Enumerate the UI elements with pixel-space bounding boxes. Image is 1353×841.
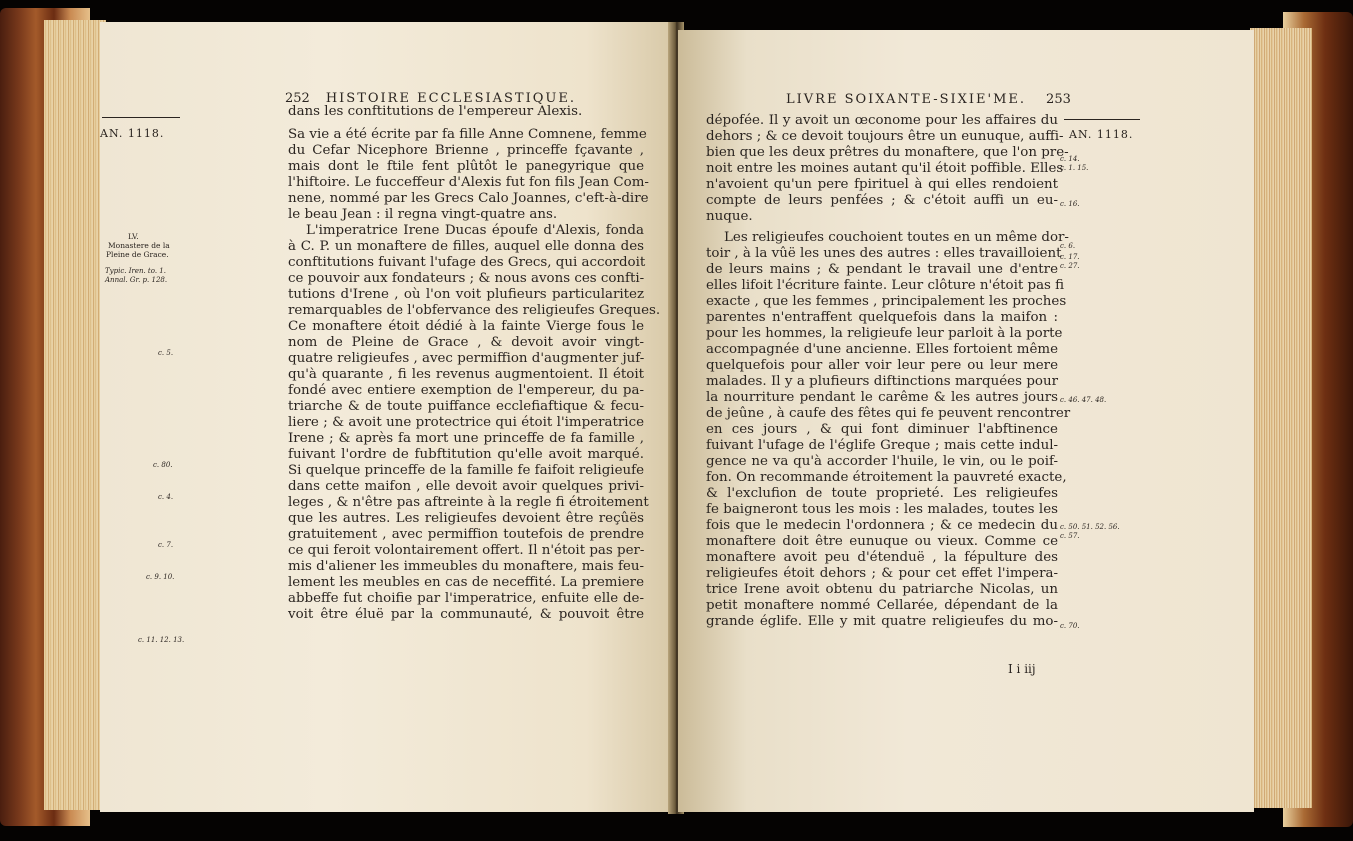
- left-line: fuivant l'ordre de fubftitution qu'elle avoit marqué.: [288, 447, 644, 462]
- page-edges-left: [44, 20, 106, 810]
- left-line: lement les meubles en cas de neceffité. La premiere: [288, 575, 644, 590]
- note-c17: c. 17.: [1060, 253, 1080, 261]
- right-running-title: LIVRE SOIXANTE-SIXIE'ME.: [786, 92, 1027, 107]
- right-year-rule: [1064, 119, 1140, 120]
- right-line: Les religieufes couchoient toutes en un même dor-: [724, 230, 1069, 245]
- left-line: mis d'aliener les immeubles du monaftere, mais feu-: [288, 559, 644, 574]
- note-c6: c. 6.: [1060, 242, 1076, 250]
- left-line: dans les conftitutions de l'empereur Alexis.: [288, 104, 583, 119]
- right-line: bien que les deux prêtres du monaftere, que l'on pre-: [706, 145, 1069, 160]
- note-lv-number: LV.: [128, 232, 139, 241]
- page-edges-right: [1250, 28, 1312, 808]
- right-page-number: 253: [1046, 92, 1071, 107]
- right-line: monaftere doit être eunuque ou vieux. Comme ce: [706, 534, 1058, 549]
- right-line: de jeûne , à caufe des fêtes qui fe peuvent rencontrer: [706, 406, 1071, 421]
- right-line: fois que le medecin l'ordonnera ; & ce medecin du: [706, 518, 1058, 533]
- left-year-rule: [102, 117, 180, 118]
- right-line: compte de leurs penfées ; & c'étoit auffi un eu-: [706, 193, 1058, 208]
- right-line: religieufes étoit dehors ; & pour cet effet l'impera-: [706, 566, 1058, 581]
- right-line: grande églife. Elle y mit quatre religieufes du mo-: [706, 614, 1058, 629]
- left-line: dans cette maifon , elle devoit avoir quelques privi-: [288, 479, 644, 494]
- left-line: qu'à quarante , fi les revenus augmentoient. Il étoit: [288, 367, 644, 382]
- left-line: quatre religieufes , avec permiffion d'augmenter juf-: [288, 351, 645, 366]
- right-line: accompagnée d'une ancienne. Elles fortoient même: [706, 342, 1058, 357]
- right-line: fon. On recommande étroitement la pauvreté exacte,: [706, 470, 1067, 485]
- left-line: que les autres. Les religieufes devoient être reçûës: [288, 511, 644, 526]
- left-line: Si quelque princeffe de la famille fe faifoit religieufe: [288, 463, 644, 478]
- left-line: Ce monaftere étoit dédié à la fainte Vierge fous le: [288, 319, 644, 334]
- right-line: monaftere avoit peu d'étenduë , la fépulture des: [706, 550, 1058, 565]
- left-page: [100, 22, 672, 812]
- left-line: remarquables de l'obfervance des religieufes Greques.: [288, 303, 661, 318]
- left-line: ce qui feroit volontairement offert. Il n'étoit pas per-: [288, 543, 645, 558]
- left-line: liere ; & avoit une protectrice qui étoit l'imperatrice: [288, 415, 644, 430]
- right-line: parentes n'entraffent quelquefois dans la maifon :: [706, 310, 1058, 325]
- left-line: ce pouvoir aux fondateurs ; & nous avons ces confti-: [288, 271, 645, 286]
- right-line: dépofée. Il y avoit un œconome pour les affaires du: [706, 113, 1058, 128]
- left-line: l'hiftoire. Le fucceffeur d'Alexis fut fon fils Jean Com-: [288, 175, 649, 190]
- note-typic-2: Annal. Gr. p. 128.: [105, 276, 168, 284]
- right-line: pour les hommes, la religieufe leur parloit à la porte: [706, 326, 1063, 341]
- note-c70: c. 70.: [1060, 622, 1080, 630]
- left-year-label: AN. 1118.: [100, 127, 165, 140]
- right-line: en ces jours , & qui font diminuer l'abftinence: [706, 422, 1058, 437]
- right-line: petit monaftere nommé Cellarée, dépendant de la: [706, 598, 1058, 613]
- right-line: fuivant l'ufage de l'églife Greque ; mais cette indul-: [706, 438, 1058, 453]
- note-c910: c. 9. 10.: [146, 573, 175, 581]
- note-c50: c. 50. 51. 52. 56.: [1060, 523, 1120, 531]
- note-c111213: c. 11. 12. 13.: [138, 636, 185, 644]
- note-c14: c. 14.: [1060, 155, 1080, 163]
- right-line: exacte , que les femmes , principalement les proches: [706, 294, 1067, 309]
- left-line: Sa vie a été écrite par fa fille Anne Comnene, femme: [288, 127, 647, 142]
- right-running-head: [786, 92, 1071, 107]
- right-line: quelquefois pour aller voir leur pere ou leur mere: [706, 358, 1058, 373]
- left-page-number: 252: [285, 91, 310, 106]
- left-running-title: HISTOIRE ECCLESIASTIQUE.: [325, 91, 576, 106]
- note-c5: c. 5.: [158, 349, 174, 357]
- right-line: de leurs mains ; & pendant le travail une d'entre: [706, 262, 1058, 277]
- left-line: du Cefar Nicephore Brienne , princeffe fçavante ,: [288, 143, 644, 158]
- left-line: à C. P. un monaftere de filles, auquel elle donna des: [288, 239, 644, 254]
- left-line: nene, nommé par les Grecs Calo Joannes, c'eft-à-dire: [288, 191, 649, 206]
- right-line: dehors ; & ce devoit toujours être un eunuque, auffi-: [706, 129, 1064, 144]
- left-line: Irene ; & après fa mort une princeffe de fa famille ,: [288, 431, 644, 446]
- note-c16: c. 16.: [1060, 200, 1080, 208]
- left-line: abbeffe fut choifie par l'imperatrice, enfuite elle de-: [288, 591, 644, 606]
- right-year-label: AN. 1118.: [1069, 128, 1134, 141]
- note-lv-title-2: Pleine de Grace.: [106, 250, 169, 259]
- left-line: tutions d'Irene , où l'on voit plufieurs particularitez: [288, 287, 644, 302]
- left-line: L'imperatrice Irene Ducas époufe d'Alexis, fonda: [306, 223, 644, 238]
- right-line: elles lifoit l'écriture fainte. Leur clôture n'étoit pas fi: [706, 278, 1065, 293]
- left-line: nom de Pleine de Grace , & devoit avoir vingt-: [288, 335, 644, 350]
- left-line: leges , & n'être pas aftreinte à la regle fi étroitement: [288, 495, 649, 510]
- right-line: la nourriture pendant le carême & les autres jours: [706, 390, 1058, 405]
- left-line: conftitutions fuivant l'ufage des Grecs, qui accordoit: [288, 255, 646, 270]
- right-line: noit entre les moines autant qu'il étoit poffible. Elles: [706, 161, 1064, 176]
- note-lv-title-1: Monastere de la: [108, 241, 170, 250]
- note-c27: c. 27.: [1060, 262, 1080, 270]
- note-c4: c. 4.: [158, 493, 174, 501]
- left-line: le beau Jean : il regna vingt-quatre ans.: [288, 207, 558, 222]
- right-line: nuque.: [706, 209, 753, 224]
- signature-mark: I i iij: [1008, 662, 1036, 676]
- right-line: fe baigneront tous les mois : les malades, toutes les: [706, 502, 1058, 517]
- note-typic-1: Typic. Iren. to. 1.: [105, 267, 166, 275]
- note-c80: c. 80.: [153, 461, 173, 469]
- right-line: n'avoient qu'un pere fpirituel à qui elles rendoient: [706, 177, 1058, 192]
- left-line: triarche & de toute puiffance ecclefiaftique & fecu-: [288, 399, 644, 414]
- left-line: mais dont le ftile fent plûtôt le panegyrique que: [288, 159, 644, 174]
- note-c464748: c. 46. 47. 48.: [1060, 396, 1107, 404]
- note-c7: c. 7.: [158, 541, 174, 549]
- left-line: fondé avec entiere exemption de l'empereur, du pa-: [288, 383, 644, 398]
- note-c115: c. 1. 15.: [1060, 164, 1089, 172]
- right-line: trice Irene avoit obtenu du patriarche Nicolas, un: [706, 582, 1058, 597]
- right-line: & l'exclufion de toute proprieté. Les religieufes: [706, 486, 1058, 501]
- right-line: malades. Il y a plufieurs diftinctions marquées pour: [706, 374, 1058, 389]
- right-line: gence ne va qu'à accorder l'huile, le vin, ou le poif-: [706, 454, 1058, 469]
- right-page: [678, 30, 1254, 812]
- left-line: voit être éluë par la communauté, & pouvoit être: [288, 607, 644, 622]
- note-c57: c. 57.: [1060, 532, 1080, 540]
- left-line: gratuitement , avec permiffion toutefois de prendre: [288, 527, 644, 542]
- right-line: toir , à la vûë les unes des autres : elles travailloient: [706, 246, 1062, 261]
